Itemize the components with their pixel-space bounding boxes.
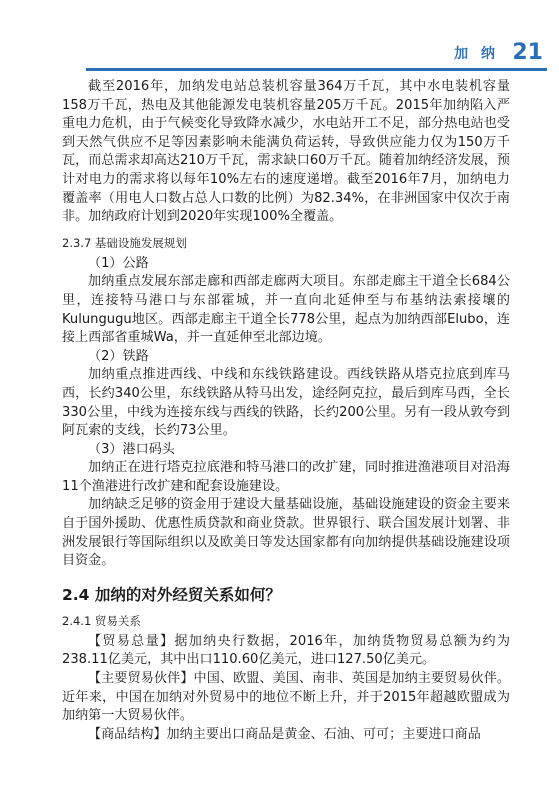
paragraph-port: 加纳正在进行塔克拉底港和特马港口的改扩建，同时推进渔港项目对沿海11个渔港进行改扩建和配套设施建设。 (62, 460, 510, 494)
section-label: 加 纳 (454, 46, 499, 62)
paragraph-rail: 加纳重点推进西线、中线和东线铁路建设。西线铁路从塔克拉底到库马西，长约340公里，东线铁路从特马出发，途经阿克拉，最后到库马西，全长330公里，中线为连接东线与西线的铁路，长约200公里。另有一段从敦夸到阿瓦索的支线，长约73公里。 (62, 367, 510, 439)
page-number: 21 (512, 40, 543, 65)
page-header (0, 0, 559, 90)
page-body (62, 78, 510, 744)
paragraph-power: 截至2016年，加纳发电站总装机容量364万千瓦，其中水电装机容量158万千瓦，热电及其他能源发电装机容量205万千瓦。2015年加纳陷入严重电力危机，由于气候变化导致降水减少，水电站开工不足，部分热电站也受到天然气供应不足等因素影响未能满负荷运转，导致供应能力仅为150万千瓦，而总需求却高达210万千瓦，需求缺口60万千瓦。随着加纳经济发展，预计对电力的需求将以每年10%左右的速度递增。截至2016年7月，加纳电力覆盖率（用电人口数占总人口数的比例）为82.34%，在非洲国家中仅次于南非。加纳政府计划到2020年实现100%全覆盖。 (62, 79, 510, 225)
section-heading-2-4: 2.4 加纳的对外经贸关系如何？ (62, 585, 281, 604)
subsection-heading-2-3-7: 2.3.7 基础设施发展规划 (62, 235, 187, 250)
list-item-port: （3）港口码头 (88, 441, 175, 457)
header-rule (86, 68, 547, 71)
paragraph-funding: 加纳缺乏足够的资金用于建设大量基础设施，基础设施建设的资金主要来自于国外援助、优惠性质贷款和商业贷款。世界银行、联合国发展计划署、非洲发展银行等国际组织以及欧美日等发达国家都有向加纳提供基础设施建设项目资金。 (62, 497, 510, 569)
paragraph-road: 加纳重点发展东部走廊和西部走廊两大项目。东部走廊主干道全长684公里，连接特马港口与东部霍城，并一直向北延伸至与布基纳法索接壤的Kulungugu地区。西部走廊主干道全长778公里，起点为加纳西部Elubo，连接上西部省重城Wa，并一直延伸至北部边境。 (62, 274, 510, 346)
paragraph-trade-total: 【贸易总量】据加纳央行数据，2016年，加纳货物贸易总额为约为238.11亿美元，其中出口110.60亿美元，进口127.50亿美元。 (62, 633, 510, 668)
subsection-heading-2-4-1: 2.4.1 贸易关系 (62, 613, 141, 628)
list-item-rail: （2）铁路 (88, 348, 149, 364)
paragraph-commodity-structure: 【商品结构】加纳主要出口商品是黄金、石油、可可；主要进口商品 (88, 726, 481, 742)
paragraph-trade-partners: 【主要贸易伙伴】中国、欧盟、美国、南非、英国是加纳主要贸易伙伴。近年来，中国在加纳对外贸易中的地位不断上升，并于2015年超越欧盟成为加纳第一大贸易伙伴。 (62, 671, 510, 724)
list-item-road: （1）公路 (88, 255, 149, 271)
